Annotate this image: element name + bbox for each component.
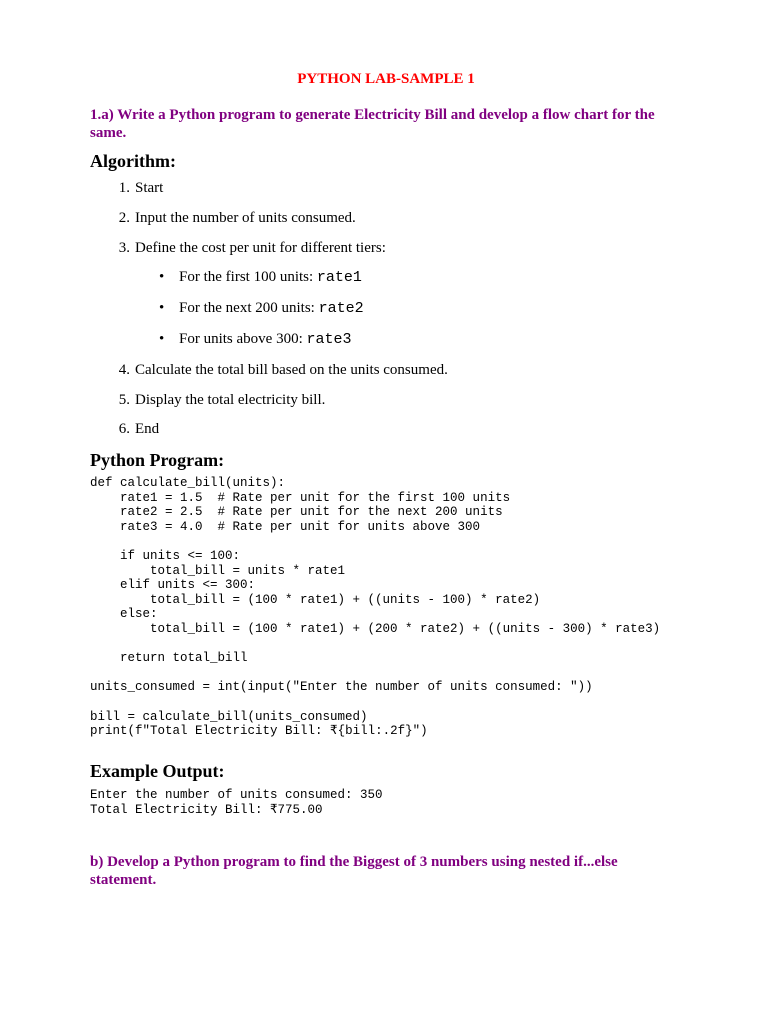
tier-text: [179, 299, 364, 318]
tier-label: For units above 300:: [179, 331, 307, 347]
tier-text: [179, 330, 352, 349]
step-text: End: [135, 421, 160, 437]
step-text: Display the total electricity bill.: [135, 392, 326, 408]
tier-label: For the first 100 units:: [179, 269, 317, 285]
tier-text: [179, 268, 362, 287]
algorithm-heading: Algorithm:: [90, 151, 176, 171]
step-number: 5.: [118, 392, 130, 408]
question-1b: b) Develop a Python program to find the Biggest of 3 numbers using nested if...else statement.: [90, 854, 618, 888]
output-heading: Example Output:: [90, 761, 225, 781]
bullet-dot-icon: •: [159, 300, 165, 316]
tier-label: For the next 200 units:: [179, 300, 319, 316]
bullet-dot-icon: •: [159, 331, 165, 347]
tier-rate-code: rate1: [316, 269, 362, 286]
step-text: Start: [135, 180, 164, 196]
step-number: 2.: [118, 210, 130, 226]
step-number: 3.: [118, 240, 130, 256]
program-code-block: def calculate_bill(units): rate1 = 1.5 # Rate per unit for the first 100 units rate2 = 2.5 # Rate per unit for the next 200 units rate3 = 4.0 # Rate per unit for units above 300 if units <= 100: total_bill = units * rate1 elif units <= 300: total_bill = (100 * rate1) + ((units - 100) * rate2) else: total_bill = (100 * rate1) + (200 * rate2) + ((units - 300) * rate3) return total_bill units_consumed = int(input("Enter the number of units consumed: ")) bill = calculate_bill(units_consumed) print(f"Total Electricity Bill: ₹{bill:.2f}"): [90, 476, 661, 739]
output-code-block: Enter the number of units consumed: 350 Total Electricity Bill: ₹775.00: [90, 788, 383, 817]
step-number: 4.: [118, 362, 130, 378]
tier-rate-code: rate2: [318, 300, 364, 317]
document-title: PYTHON LAB-SAMPLE 1: [297, 71, 475, 87]
program-heading: Python Program:: [90, 450, 225, 470]
bullet-dot-icon: •: [159, 269, 165, 285]
step-number: 1.: [118, 180, 130, 196]
step-text: Define the cost per unit for different tiers:: [135, 240, 386, 256]
tier-rate-code: rate3: [306, 331, 352, 348]
step-text: Calculate the total bill based on the units consumed.: [135, 362, 448, 378]
step-text: Input the number of units consumed.: [135, 210, 356, 226]
step-number: 6.: [118, 421, 130, 437]
question-1a: 1.a) Write a Python program to generate Electricity Bill and develop a flow chart for the same.: [90, 107, 655, 141]
